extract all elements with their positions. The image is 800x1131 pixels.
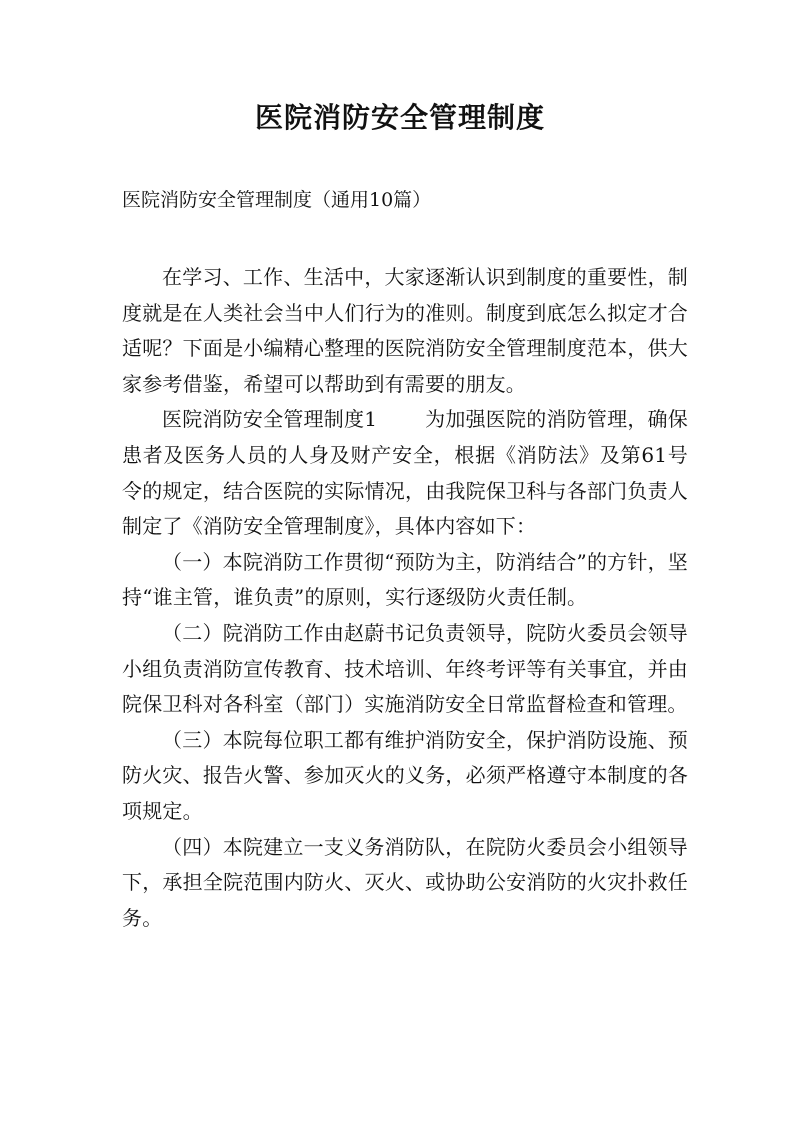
- clause-4: （四）本院建立一支义务消防队，在院防火委员会小组领导下，承担全院范围内防火、灭火、或协助公安消防的火灾扑救任务。: [122, 834, 688, 930]
- clause-2: （二）院消防工作由赵蔚书记负责领导，院防火委员会领导小组负责消防宣传教育、技术培训、年终考评等有关事宜，并由院保卫科对各科室（部门）实施消防安全日常监督检查和管理。: [122, 620, 688, 717]
- section-heading: 医院消防安全管理制度1: [162, 407, 378, 432]
- clause-3: （三）本院每位职工都有维护消防安全，保护消防设施、预防火灾、报告火警、参加灭火的义务，必须严格遵守本制度的各项规定。: [122, 727, 688, 823]
- section-lead: 为加强医院的消防管理，确保患者及医务人员的人身及财产安全，根据《消防法》及第61号令的规定，结合医院的实际情况，由我院保卫科与各部门负责人制定了《消防安全管理制度》，具体内容如下：: [122, 407, 688, 539]
- intro-paragraph: 在学习、工作、生活中，大家逐渐认识到制度的重要性，制度就是在人类社会当中人们行为的准则。制度到底怎么拟定才合适呢？下面是小编精心整理的医院消防安全管理制度范本，供大家参考借鉴，希望可以帮助到有需要的朋友。: [122, 265, 688, 396]
- document-subtitle: 医院消防安全管理制度（通用10篇）: [122, 189, 432, 211]
- section-1-paragraph: [122, 402, 688, 544]
- document-body: [122, 260, 688, 936]
- clause-1: （一）本院消防工作贯彻“预防为主，防消结合”的方针，坚持“谁主管，谁负责”的原则，实行逐级防火责任制。: [122, 549, 688, 610]
- document-title: 医院消防安全管理制度: [254, 101, 545, 134]
